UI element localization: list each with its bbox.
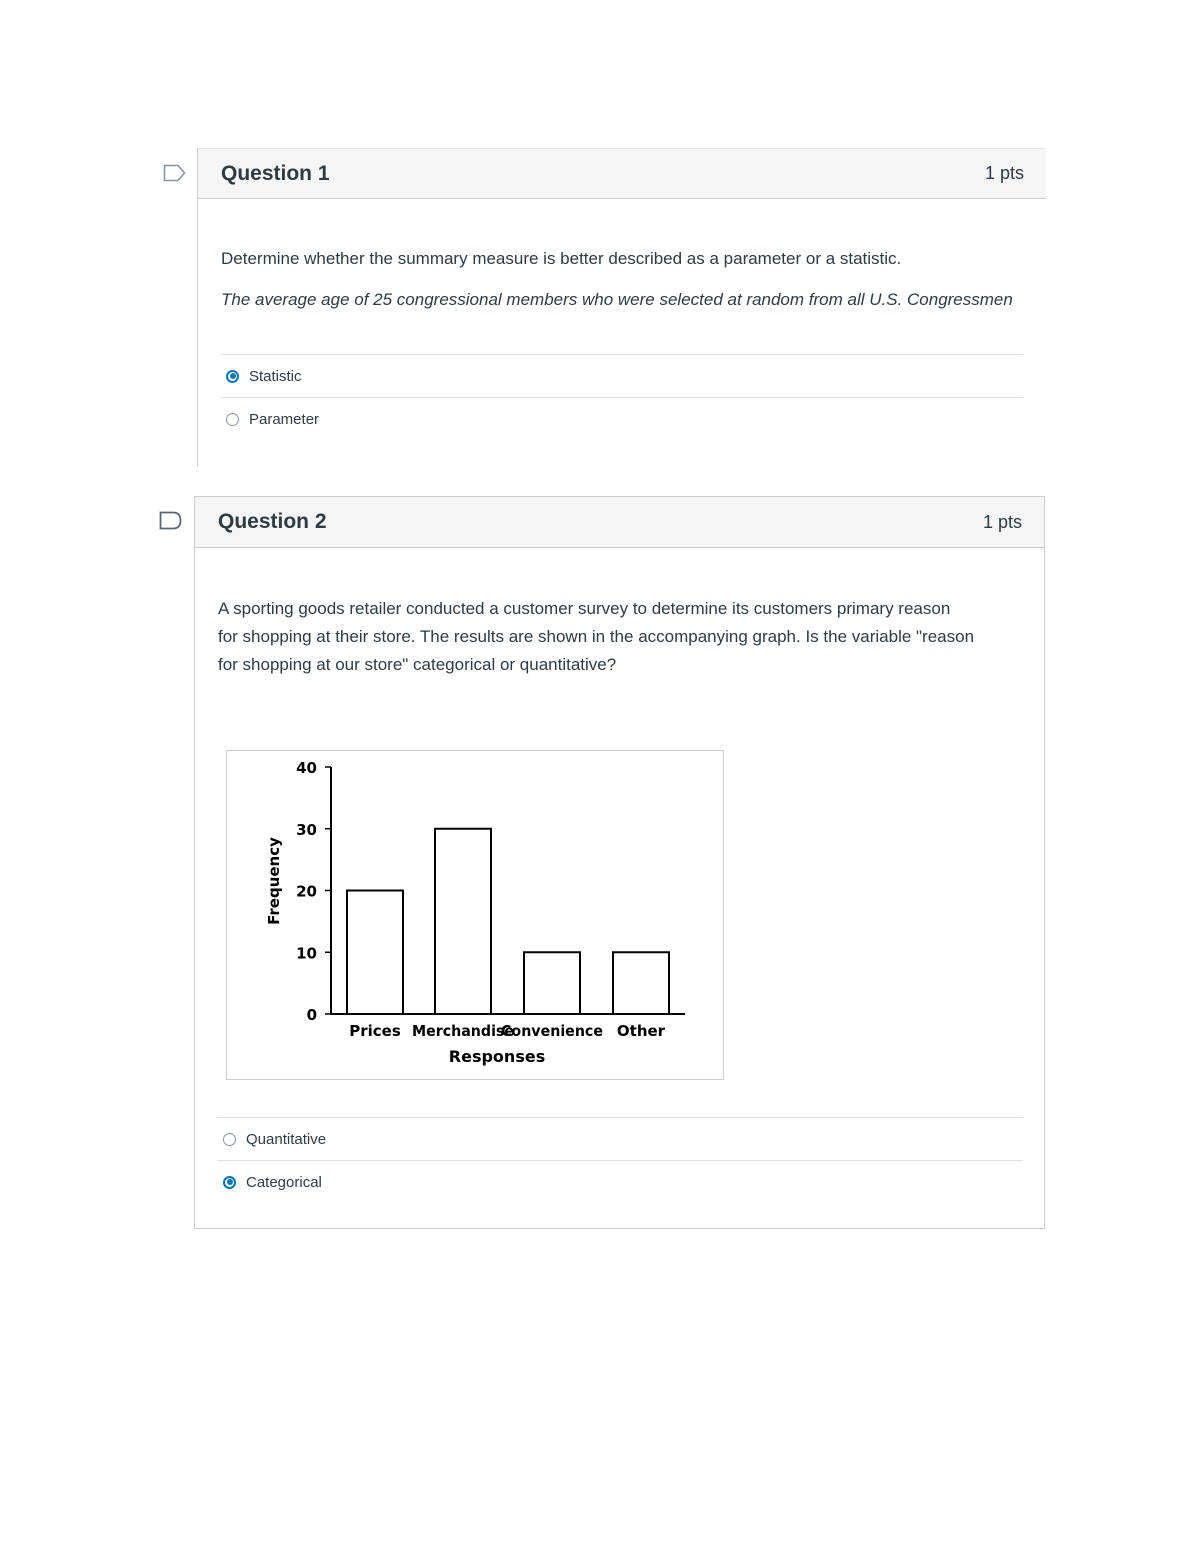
question-prompt-line: for shopping at their store. The results are shown in the accompanying graph. Is the variable "reason	[218, 627, 975, 646]
radio-empty-icon[interactable]	[226, 413, 239, 426]
radio-selected-icon[interactable]	[226, 370, 239, 383]
x-tick-label: Merchandise	[412, 1022, 514, 1040]
bar	[435, 829, 491, 1014]
question-prompt: Determine whether the summary measure is better described as a parameter or a statistic.	[221, 249, 902, 268]
question-detail: The average age of 25 congressional members who were selected at random from all U.S. Congressmen	[221, 290, 1013, 309]
question-card-1	[197, 148, 1046, 466]
bar	[524, 952, 580, 1014]
bar	[613, 952, 669, 1014]
answer-list	[220, 354, 1023, 440]
question-prompt-line: for shopping at our store" categorical or quantitative?	[218, 655, 617, 674]
bar-chart-figure	[226, 750, 724, 1080]
answer-label: Categorical	[246, 1173, 322, 1191]
y-tick-label: 40	[296, 759, 317, 777]
y-tick-label: 30	[296, 820, 317, 839]
x-tick-label: Prices	[349, 1022, 401, 1040]
x-tick-label: Convenience	[501, 1022, 603, 1040]
x-tick-label: Other	[616, 1022, 666, 1040]
question-title: Question 2	[218, 510, 327, 533]
question-header	[195, 497, 1044, 548]
bar	[347, 891, 403, 1015]
x-axis-label: Responses	[448, 1047, 546, 1066]
y-tick-label: 0	[306, 1006, 317, 1024]
answer-label: Statistic	[249, 367, 302, 385]
flag-question-icon[interactable]	[163, 164, 187, 182]
y-tick-label: 20	[296, 882, 317, 901]
question-header	[198, 148, 1046, 199]
question-card-2	[194, 496, 1045, 1229]
question-prompt-line: A sporting goods retailer conducted a customer survey to determine its customers primary reason	[218, 599, 951, 618]
flag-question-icon[interactable]	[159, 511, 183, 529]
answer-label: Quantitative	[246, 1130, 327, 1148]
answer-label: Parameter	[249, 410, 320, 428]
question-points: 1 pts	[984, 163, 1024, 183]
question-title: Question 1	[221, 161, 330, 185]
radio-selected-icon[interactable]	[223, 1176, 236, 1189]
answer-option[interactable]	[220, 354, 1023, 397]
y-axis-label: Frequency	[265, 837, 283, 925]
answer-option[interactable]	[220, 397, 1023, 440]
radio-empty-icon[interactable]	[223, 1133, 236, 1146]
y-tick-label: 10	[296, 944, 317, 963]
answer-list	[217, 1117, 1023, 1203]
answer-option[interactable]	[217, 1117, 1023, 1160]
answer-option[interactable]	[217, 1160, 1023, 1203]
bar-chart	[227, 751, 723, 1079]
question-points: 1 pts	[982, 511, 1022, 532]
